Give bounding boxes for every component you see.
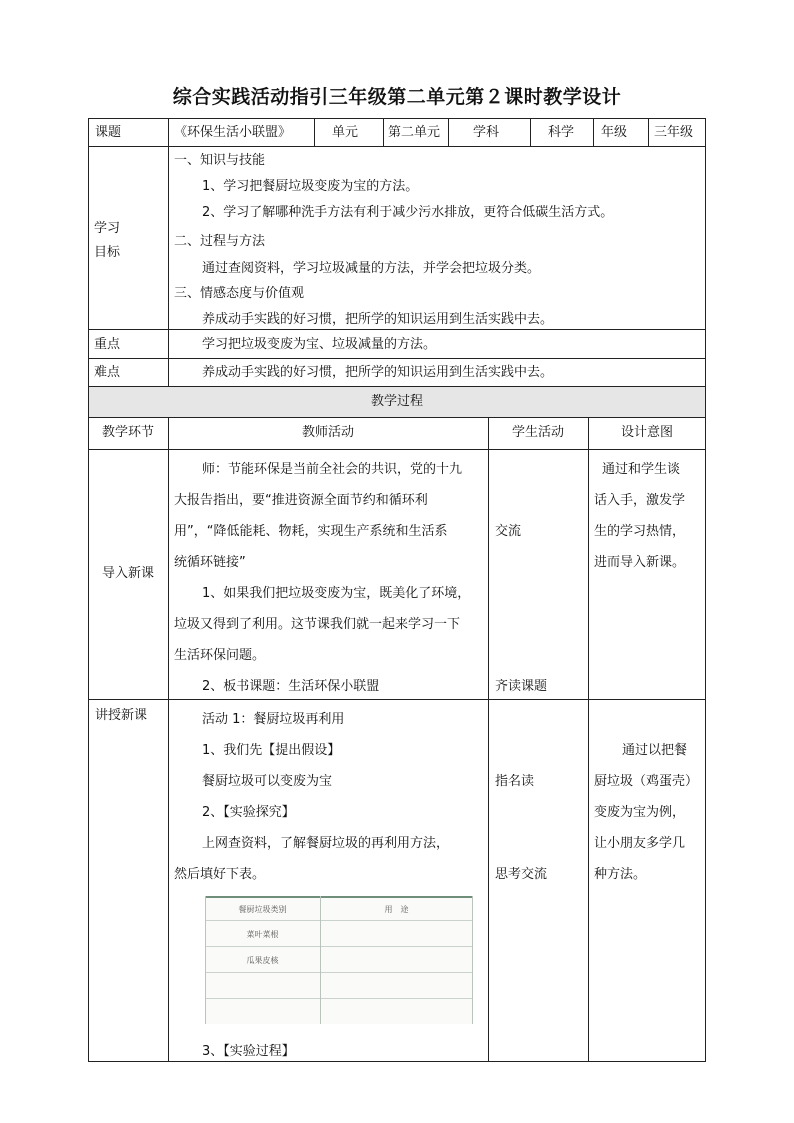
key-point-label: 重点 — [94, 337, 121, 352]
intent-line: 生的学习热情， — [594, 524, 686, 539]
intent-line: 让小朋友多学几 — [594, 836, 686, 851]
worksheet-table — [205, 896, 473, 1024]
objective-item: 通过查阅资料，学习垃圾减量的方法，并学会把垃圾分类。 — [202, 261, 541, 276]
objectives-label: 目标 — [94, 245, 121, 260]
course-label: 课题 — [95, 125, 122, 140]
intent-line: 话入手，激发学 — [594, 493, 686, 508]
student-activity: 指名读 — [495, 774, 535, 789]
teacher-line: 活动 1：餐厨垃圾再利用 — [202, 712, 345, 727]
grade-label: 年级 — [601, 125, 628, 140]
objective-item: 1、学习把餐厨垃圾变废为宝的方法。 — [202, 179, 419, 194]
unit-value: 第二单元 — [388, 125, 441, 140]
intent-line: 进而导入新课。 — [594, 555, 686, 570]
worksheet-row-label: 瓜果皮核 — [246, 956, 279, 965]
table-rule — [88, 417, 706, 418]
table-rule — [88, 358, 706, 359]
table-rule — [88, 118, 706, 119]
teacher-line: 然后填好下表。 — [174, 867, 266, 882]
table-rule — [448, 118, 449, 146]
col-header-teacher: 教师活动 — [301, 425, 354, 440]
teacher-line: 上网查资料，了解餐厨垃圾的再利用方法， — [202, 836, 450, 851]
col-header-stage: 教学环节 — [101, 425, 154, 440]
table-rule — [383, 118, 384, 146]
worksheet-header: 餐厨垃圾类别 — [238, 905, 287, 914]
teacher-line: 餐厨垃圾可以变废为宝 — [202, 774, 333, 789]
page-title: 综合实践活动指引三年级第二单元第２课时教学设计 — [172, 86, 622, 108]
key-point-text: 学习把垃圾变废为宝、垃圾减量的方法。 — [202, 337, 437, 352]
objective-item: 养成动手实践的好习惯，把所学的知识运用到生活实践中去。 — [202, 312, 554, 327]
table-rule — [314, 118, 315, 146]
teacher-line: 2、【实验探究】 — [202, 805, 295, 820]
col-header-intent: 设计意图 — [620, 425, 673, 440]
table-rule — [648, 118, 649, 146]
student-activity: 思考交流 — [495, 867, 548, 882]
table-rule — [593, 118, 594, 146]
subject-value: 科学 — [548, 125, 575, 140]
intent-line: 厨垃圾（鸡蛋壳） — [594, 774, 699, 789]
table-rule — [88, 386, 706, 387]
unit-label: 单元 — [332, 125, 359, 140]
table-rule — [88, 146, 706, 147]
table-rule — [88, 1061, 706, 1062]
intent-line: 通过和学生谈 — [602, 462, 681, 477]
objective-heading: 三、情感态度与价值观 — [174, 286, 305, 301]
objectives-label: 学习 — [94, 221, 121, 236]
table-rule — [488, 417, 489, 1062]
table-rule — [88, 699, 706, 700]
lesson-plan-table — [88, 118, 706, 1062]
worksheet-row-label: 菜叶菜根 — [246, 930, 279, 939]
worksheet-rule — [472, 896, 473, 1024]
objective-item: 2、学习了解哪种洗手方法有利于减少污水排放，更符合低碳生活方式。 — [202, 205, 614, 220]
teacher-line: 大报告指出，要“推进资源全面节约和循环利 — [174, 493, 428, 508]
course-value: 《环保生活小联盟》 — [174, 125, 292, 140]
intent-line: 变废为宝为例， — [594, 805, 686, 820]
difficulty-label: 难点 — [94, 365, 121, 380]
stage-new: 讲授新课 — [95, 708, 148, 723]
worksheet-rule — [320, 896, 321, 1024]
student-activity: 交流 — [495, 524, 522, 539]
grade-value: 三年级 — [654, 125, 694, 140]
difficulty-text: 养成动手实践的好习惯，把所学的知识运用到生活实践中去。 — [202, 365, 554, 380]
table-rule — [88, 449, 706, 450]
table-rule — [168, 118, 169, 386]
worksheet-rule — [205, 920, 473, 921]
worksheet-rule — [205, 896, 473, 898]
table-rule — [530, 118, 531, 146]
intent-line: 通过以把餐 — [622, 743, 688, 758]
worksheet-rule — [205, 972, 473, 973]
teacher-line: 统循环链接” — [174, 555, 246, 570]
objective-heading: 二、过程与方法 — [174, 234, 266, 249]
teacher-line: 师：节能环保是当前全社会的共识，党的十九 — [202, 462, 463, 477]
worksheet-rule — [205, 998, 473, 999]
teacher-line: 生活环保问题。 — [174, 648, 266, 663]
student-activity: 齐读课题 — [495, 679, 548, 694]
table-rule — [88, 329, 706, 330]
table-rule — [705, 118, 706, 1062]
teacher-line: 用”，“降低能耗、物耗，实现生产系统和生活系 — [174, 524, 448, 539]
worksheet-header: 用 途 — [384, 905, 409, 914]
teacher-line: 2、板书课题：生活环保小联盟 — [202, 679, 380, 694]
stage-intro: 导入新课 — [101, 566, 154, 581]
intent-line: 种方法。 — [594, 867, 647, 882]
section-title: 教学过程 — [370, 394, 423, 409]
teacher-line: 3、【实验过程】 — [202, 1044, 295, 1059]
subject-label: 学科 — [473, 125, 500, 140]
teacher-line: 垃圾又得到了利用。这节课我们就一起来学习一下 — [174, 617, 461, 632]
objective-heading: 一、知识与技能 — [174, 153, 266, 168]
col-header-student: 学生活动 — [511, 425, 564, 440]
teacher-line: 1、如果我们把垃圾变废为宝，既美化了环境， — [202, 586, 471, 601]
teacher-line: 1、我们先【提出假设】 — [202, 743, 341, 758]
table-rule — [588, 417, 589, 1062]
table-rule — [168, 417, 169, 1062]
worksheet-rule — [205, 946, 473, 947]
table-rule — [88, 118, 89, 1062]
